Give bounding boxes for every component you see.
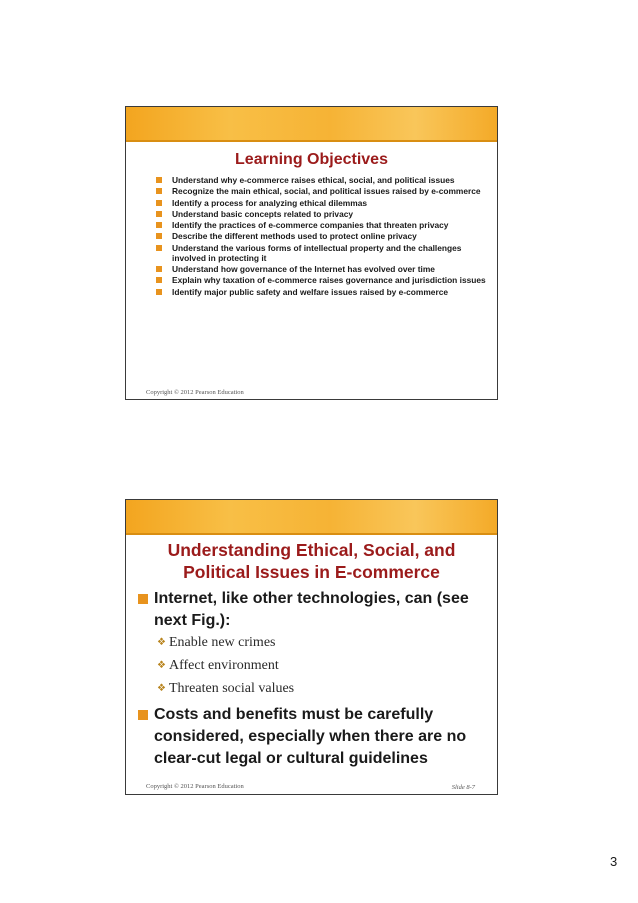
square-bullet-icon [156, 222, 162, 228]
header-divider [126, 533, 497, 535]
square-bullet-icon [156, 266, 162, 272]
title-line-1: Understanding Ethical, Social, and [167, 540, 456, 560]
page-number: 3 [610, 854, 618, 869]
list-item: Identify major public safety and welfare issues raised by e-commerce [156, 287, 488, 297]
square-bullet-icon [156, 289, 162, 295]
diamond-bullet-icon: ❖ [157, 660, 166, 671]
objectives-list [156, 175, 488, 298]
sub-item: ❖ Threaten social values [157, 681, 295, 696]
bullet-text: Costs and benefits must be carefully considered, especially when there are no clear-cut legal or cultural guidelines [154, 706, 467, 767]
list-item: Recognize the main ethical, social, and political issues raised by e-commerce [156, 186, 488, 196]
slide-2 [125, 499, 498, 795]
square-bullet-icon [156, 211, 162, 217]
slide-1 [125, 106, 498, 400]
diamond-bullet-icon: ❖ [157, 683, 166, 694]
square-bullet-icon [156, 233, 162, 239]
title-line-2: Political Issues in E-commerce [183, 562, 440, 582]
bullet-costs [138, 704, 488, 770]
list-item: Describe the different methods used to protect online privacy [156, 231, 488, 241]
bullet-internet [138, 588, 488, 632]
list-item: Understand basic concepts related to privacy [156, 209, 488, 219]
list-item: Identify the practices of e-commerce companies that threaten privacy [156, 220, 488, 230]
square-bullet-icon [156, 200, 162, 206]
slide-1-title: Learning Objectives [235, 151, 388, 168]
sub-item: ❖ Enable new crimes [157, 635, 276, 650]
list-item: Identify a process for analyzing ethical dilemmas [156, 198, 488, 208]
sub-item: ❖ Affect environment [157, 658, 279, 673]
list-item: Understand how governance of the Internet has evolved over time [156, 264, 488, 274]
list-item: Understand the various forms of intellectual property and the challenges involved in protecting it [156, 243, 488, 263]
square-bullet-icon [156, 277, 162, 283]
copyright-text: Copyright © 2012 Pearson Education [146, 389, 244, 396]
square-bullet-icon [138, 710, 148, 720]
diamond-bullet-icon: ❖ [157, 637, 166, 648]
slide-header-bar [126, 107, 497, 140]
slide-2-title [126, 539, 497, 583]
list-item: Understand why e-commerce raises ethical, social, and political issues [156, 175, 488, 185]
square-bullet-icon [138, 594, 148, 604]
square-bullet-icon [156, 245, 162, 251]
slide-number: Slide 8-7 [451, 784, 475, 791]
bullet-text: Internet, like other technologies, can (see next Fig.): [154, 590, 469, 629]
square-bullet-icon [156, 188, 162, 194]
slide-header-bar [126, 500, 497, 533]
square-bullet-icon [156, 177, 162, 183]
list-item: Explain why taxation of e-commerce raises governance and jurisdiction issues [156, 275, 488, 285]
header-divider [126, 140, 497, 142]
copyright-text: Copyright © 2012 Pearson Education [146, 783, 244, 790]
